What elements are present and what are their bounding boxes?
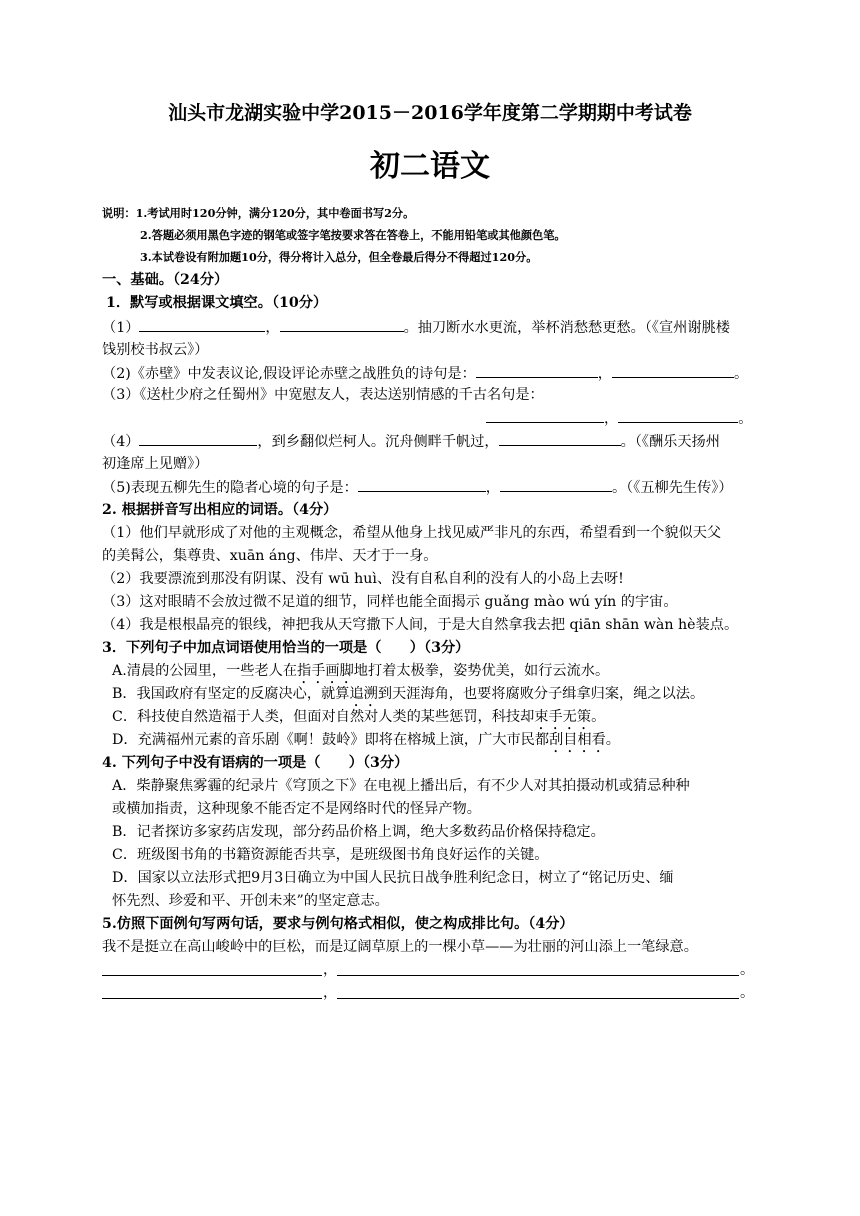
q3-option-d: D．充满福州元素的音乐剧《啊！鼓岭》即将在榕城上演，广大市民都刮目相看。 (112, 732, 620, 748)
answer-blank[interactable] (486, 408, 604, 423)
answer-blank[interactable] (499, 431, 621, 446)
note-2: 2.答题必须用黑色字迹的钢笔或签字笔按要求答在答卷上，不能用铅笔或其他颜色笔。 (140, 228, 566, 242)
answer-blank[interactable] (358, 477, 486, 492)
q3-option-b: B．我国政府有坚定的反腐决心，就算追溯到天涯海角，也要将腐败分子缉拿归案，绳之以法。 (112, 686, 705, 702)
q1-heading: 1．默写或根据课文填空。（10分） (106, 295, 328, 311)
notes-prefix: 说明： (102, 206, 136, 220)
answer-blank[interactable] (500, 477, 612, 492)
q1-s2: （2)《赤壁》中发表议论,假设评论赤壁之战胜负的诗句是： ， 。 (102, 363, 748, 384)
q5-end: 。 (740, 985, 755, 1001)
q1-s3: （3）《送杜少府之任蜀州》中宽慰友人，表达送别情感的千古名句是： (102, 387, 544, 403)
q4-heading: 4. 下列句子中没有语病的一项是（ ）（3分） (102, 755, 409, 771)
q3-option-c: C．科技使自然造福于人类，但面对自然对人类的某些惩罚，科技却束手无策。 (112, 709, 606, 725)
q2-l1: （1）他们早就形成了对他的主观概念，希望从他身上找见威严非凡的东西，希望看到一个貌似天父 (102, 525, 722, 541)
q4-option-b: B．记者探访多家药店发现，部分药品价格上调，绝大多数药品价格保持稳定。 (112, 824, 605, 840)
answer-blank[interactable] (280, 317, 404, 332)
q1-s1-cont: 饯别校书叔云》） (102, 342, 209, 358)
q2-l2: （2）我要漂流到那没有阴谋、没有 wū huì、没有自私自利的没有人的小岛上去呀! (102, 571, 624, 587)
q1-s4-cont: 初逢席上见赠》） (102, 456, 209, 472)
q5-comma: ， (323, 962, 338, 978)
q5-example: 我不是挺立在高山峻岭中的巨松，而是辽阔草原上的一棵小草——为壮丽的河山添上一笔绿意。 (102, 939, 698, 955)
q2-l4: （4）我是根根晶亮的银线，神把我从天穹撒下人间，于是大自然拿我去把 qiān shān wàn hè装点。 (102, 617, 739, 633)
q1-s4: （4） ，到乡翻似烂柯人。沉舟侧畔千帆过， 。（《酬乐天扬州 (102, 431, 720, 452)
q5-comma: ， (323, 985, 338, 1001)
q2-heading: 2. 根据拼音写出相应的词语。（4分） (102, 502, 338, 518)
q3-option-a: A.清晨的公园里，一些老人在指手画脚地打着太极拳，姿势优美，如行云流水。 (112, 663, 610, 679)
q1-s5: （5)表现五柳先生的隐者心境的句子是： ， 。（《五柳先生传》） (102, 477, 733, 498)
q4-option-d: D．国家以立法形式把9月3日确立为中国人民抗日战争胜利纪念日，树立了“铭记历史、缅 (112, 870, 674, 886)
answer-blank[interactable] (476, 363, 598, 378)
q5-end: 。 (740, 962, 755, 978)
notes-block (102, 203, 414, 223)
answer-line[interactable] (337, 998, 739, 999)
note-1: 1.考试用时120分钟，满分120分，其中卷面书写2分。 (135, 206, 415, 220)
q4-option-c: C．班级图书角的书籍资源能否共享，是班级图书角良好运作的关键。 (112, 847, 549, 863)
q5-heading: 5.仿照下面例句写两句话，要求与例句格式相似，使之构成排比句。（4分） (102, 916, 574, 932)
answer-blank[interactable] (139, 431, 257, 446)
exam-title: 汕头市龙湖实验中学2015－2016学年度第二学期期中考试卷 (168, 102, 692, 124)
q4-option-a: A．柴静聚焦雾霾的纪录片《穹顶之下》在电视上播出后，有不少人对其拍摄动机或猜忌种种 (112, 778, 690, 794)
answer-blank[interactable] (612, 363, 734, 378)
q2-l1b: 的美髯公，集尊贵、xuān áng、伟岸、天才于一身。 (102, 548, 438, 564)
q4-option-d-cont: 怀先烈、珍爱和平、开创未来”的坚定意志。 (112, 893, 389, 909)
answer-blank[interactable] (139, 317, 265, 332)
q1-s3-answer: ， 。 (486, 408, 752, 429)
q1-s1: （1） ， 。抽刀断水水更流，举杯消愁愁更愁。（《宣州谢朓楼 (102, 317, 730, 338)
q3-heading: 3．下列句子中加点词语使用恰当的一项是（ ）（3分） (102, 640, 470, 656)
answer-line[interactable] (102, 998, 322, 999)
note-3: 3.本试卷设有附加题10分，得分将计入总分，但全卷最后得分不得超过120分。 (140, 250, 538, 264)
q2-l3: （3）这对眼睛不会放过微不足道的细节，同样也能全面揭示 guǎng mào wú yín 的宇宙。 (102, 594, 678, 610)
subject-title: 初二语文 (370, 149, 490, 184)
answer-line[interactable] (102, 975, 322, 976)
section-1-heading: 一、基础。（24分） (102, 272, 229, 288)
q4-option-a-cont: 或横加指责，这种现象不能否定不是网络时代的怪异产物。 (112, 801, 481, 817)
answer-line[interactable] (337, 975, 739, 976)
answer-blank[interactable] (618, 408, 738, 423)
